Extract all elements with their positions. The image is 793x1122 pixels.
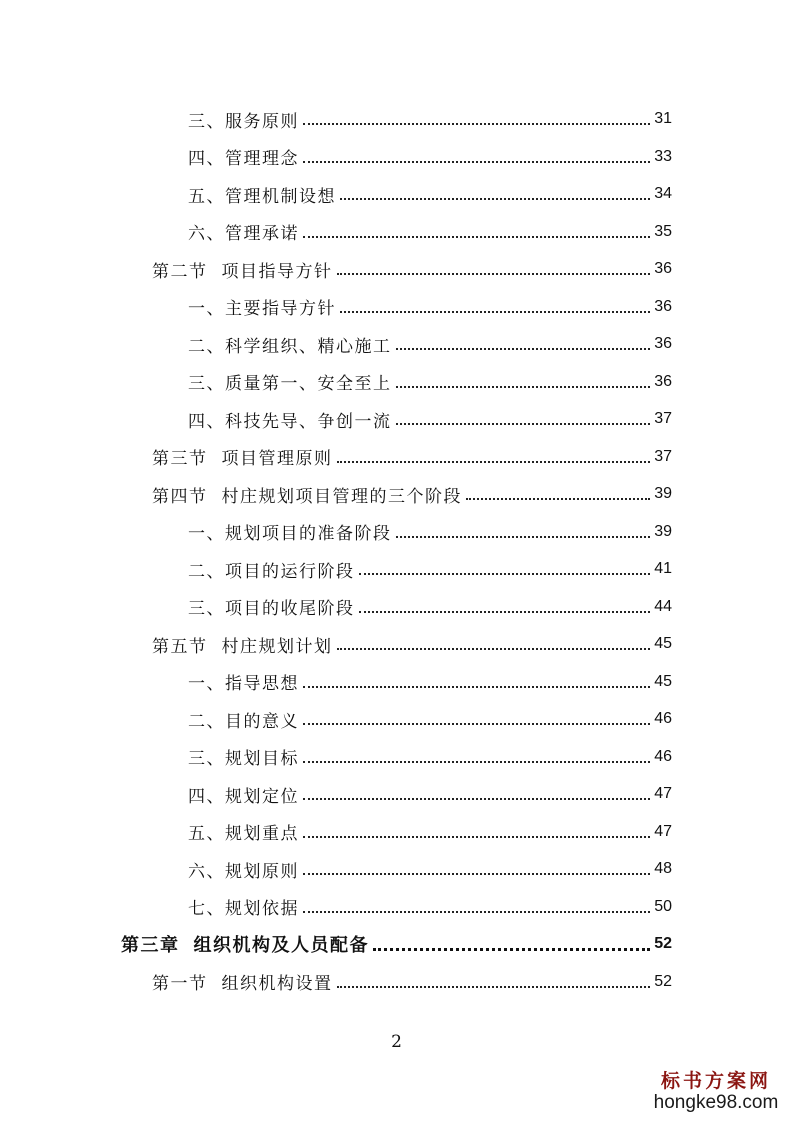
toc-entry-title: 组织机构及人员配备 [193,935,369,956]
toc-entry-label: 第四节 [152,486,208,507]
toc-entry[interactable] [188,101,672,137]
toc-entry-title: 村庄规划计划 [221,636,333,657]
dot-leader [303,236,650,238]
dot-leader [303,686,650,688]
toc-entry[interactable] [152,251,672,287]
toc-entry-page: 39 [654,522,672,540]
dot-leader [303,161,650,163]
toc-entry-label: 五、管理机制设想 [188,186,336,207]
toc-entry-label: 五、规划重点 [188,824,299,844]
toc-entry-page: 31 [654,110,672,127]
toc-entry-page: 36 [654,260,672,277]
dot-leader [359,611,651,613]
toc-entry[interactable] [188,851,672,887]
toc-entry-label: 二、目的意义 [188,711,299,732]
dot-leader [396,348,651,350]
watermark-url: hongke98.com [653,1092,779,1113]
toc-entry-page: 52 [654,972,672,990]
dot-leader [396,386,651,388]
toc-entry-title: 组织机构设置 [221,974,333,994]
toc-entry-page: 47 [654,785,672,802]
toc-entry[interactable] [188,551,672,587]
toc-entry-title: 项目管理原则 [221,449,333,469]
toc-entry-label: 三、服务原则 [188,111,299,132]
toc-entry-label: 第三章 [121,935,180,956]
toc-entry-page: 44 [654,597,672,615]
toc-entry-page: 47 [654,822,672,840]
toc-entry-label: 六、规划原则 [188,861,299,882]
toc-entry-page: 34 [654,185,672,202]
toc-entry[interactable] [152,439,672,475]
toc-entry[interactable] [152,476,672,512]
toc-entry-page: 48 [654,860,672,877]
toc-entry[interactable] [188,176,672,212]
dot-leader [337,648,651,650]
toc-entry-title: 项目指导方针 [221,261,333,282]
toc-entry[interactable] [188,326,672,362]
toc-entry-label: 第五节 [152,636,208,657]
dot-leader [337,986,651,988]
toc-entry[interactable] [188,514,672,550]
toc-entry-label: 第二节 [152,261,208,282]
toc-entry[interactable] [152,626,672,662]
dot-leader [303,798,650,800]
toc-entry[interactable] [188,739,672,775]
toc-entry-page: 35 [654,222,672,240]
toc-entry-label: 三、项目的收尾阶段 [188,599,355,619]
toc-entry-label: 一、规划项目的准备阶段 [188,524,392,544]
dot-leader [303,911,650,913]
dot-leader [303,873,650,875]
dot-leader [396,423,651,425]
dot-leader [303,723,650,725]
toc-entry-label: 六、管理承诺 [188,224,299,244]
dot-leader [337,273,651,275]
toc-entry-page: 37 [654,447,672,465]
toc-entry-label: 三、规划目标 [188,749,299,769]
watermark-title: 标书方案网 [660,1070,771,1092]
page-number: 2 [391,1032,402,1052]
toc-entry-label: 七、规划依据 [188,899,299,919]
dot-leader [373,948,650,951]
toc-entry[interactable] [188,589,672,625]
dot-leader [466,498,650,500]
toc-entry-page: 50 [654,897,672,915]
toc-entry[interactable] [152,964,672,1000]
toc-entry-label: 一、主要指导方针 [188,299,336,319]
toc-entry-page: 39 [654,485,672,502]
dot-leader [396,536,651,538]
toc-entry-page: 36 [654,335,672,352]
toc-entry-page: 36 [654,297,672,315]
toc-entry-label: 四、规划定位 [188,786,299,807]
toc-entry[interactable] [188,814,672,850]
dot-leader [303,761,650,763]
toc-entry-label: 一、指导思想 [188,674,299,694]
toc-entry-label: 第三节 [152,449,208,469]
dot-leader [303,836,650,838]
toc-entry-label: 四、管理理念 [188,149,299,169]
toc-entry-label: 第一节 [152,974,208,994]
toc-entry[interactable] [188,139,672,175]
toc-entry-page: 33 [654,147,672,165]
dot-leader [359,573,651,575]
toc-entry-page: 46 [654,747,672,765]
toc-entry-label: 四、科技先导、争创一流 [188,411,392,432]
toc-entry[interactable] [188,664,672,700]
toc-entry-page: 45 [654,635,672,652]
toc-entry[interactable] [188,776,672,812]
toc-entry-page: 37 [654,410,672,427]
toc-entry[interactable] [188,401,672,437]
toc-entry-title: 村庄规划项目管理的三个阶段 [221,486,462,507]
toc-entry[interactable] [188,214,672,250]
dot-leader [340,311,650,313]
toc-entry[interactable] [188,289,672,325]
toc-entry[interactable] [188,701,672,737]
toc-entry-label: 三、质量第一、安全至上 [188,374,392,394]
toc-entry-page: 41 [654,560,672,577]
toc-entry-label: 二、科学组织、精心施工 [188,336,392,357]
toc-entry[interactable] [188,889,672,925]
dot-leader [303,123,650,125]
toc-entry[interactable] [188,364,672,400]
site-watermark [651,1070,781,1114]
toc-entry-page: 46 [654,710,672,727]
toc-entry-page: 36 [654,372,672,390]
toc-entry-page: 45 [654,672,672,690]
toc-entry-page: 52 [654,935,672,952]
toc-entry-label: 二、项目的运行阶段 [188,561,355,582]
dot-leader [337,461,651,463]
dot-leader [340,198,650,200]
toc-chapter-entry[interactable] [121,926,672,962]
